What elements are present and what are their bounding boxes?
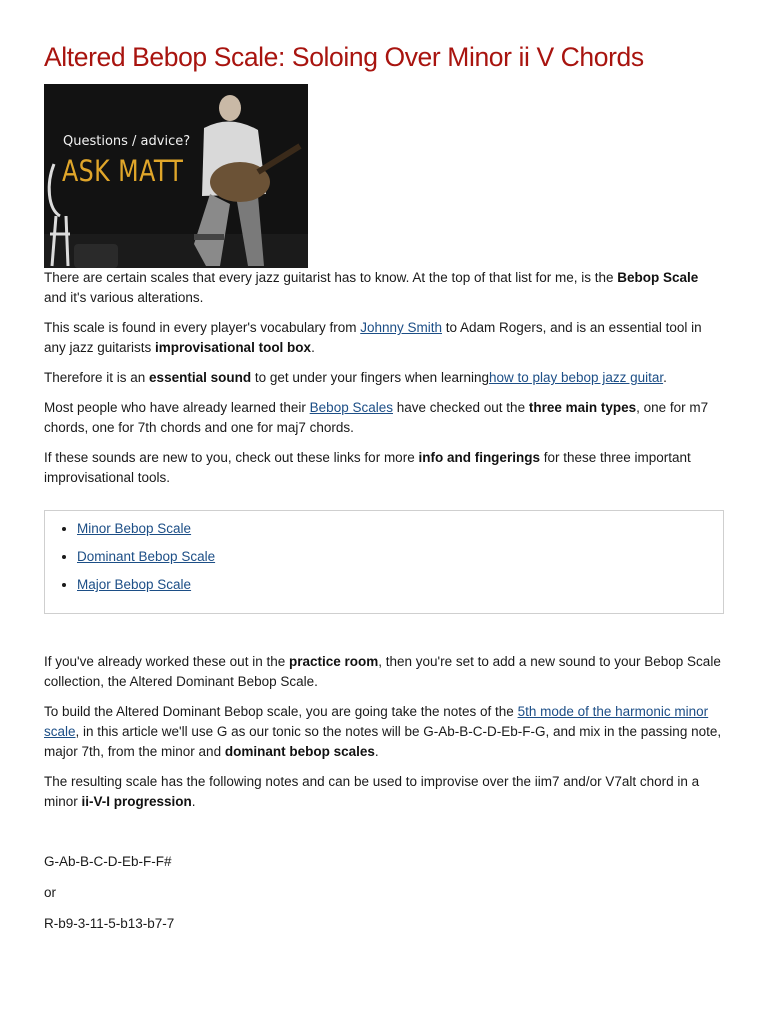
scale-notes xyxy=(44,852,724,934)
banner-ask-matt: ASK MATT xyxy=(62,154,184,188)
page-title: Altered Bebop Scale: Soloing Over Minor ii V Chords xyxy=(44,42,644,72)
bold-text: improvisational tool box xyxy=(155,340,312,355)
list-item xyxy=(77,519,723,539)
paragraph-build-scale xyxy=(44,702,724,762)
text: to Adam Rogers, and is an essential tool in any jazz guitarists xyxy=(44,320,702,355)
paragraph-essential xyxy=(44,368,724,388)
paragraph-three-types xyxy=(44,398,724,438)
paragraph-new-sounds xyxy=(44,448,724,488)
scale-interval-names: R-b9-3-11-5-b13-b7-7 xyxy=(44,916,175,931)
text: If these sounds are new to you, check out these links for more xyxy=(44,450,419,465)
text: This scale is found in every player's vocabulary from xyxy=(44,320,361,335)
text: , in this article we'll use G as our tonic so the notes will be G-Ab-B-C-D-Eb-F-G, and mix in the passing note, major 7th, from the minor and xyxy=(44,724,722,759)
text: . xyxy=(191,794,196,809)
text: . xyxy=(311,340,315,355)
list-item xyxy=(77,575,723,595)
banner-question: Questions / advice? xyxy=(63,134,191,149)
text: to get under your fingers when learning xyxy=(251,370,489,385)
paragraph-practice-room xyxy=(44,652,724,692)
bebop-scales-link[interactable]: Bebop Scales xyxy=(309,400,393,415)
text: . xyxy=(663,370,667,385)
spacer xyxy=(44,822,724,852)
dominant-bebop-scale-link[interactable]: Dominant Bebop Scale xyxy=(77,549,216,564)
article-body xyxy=(44,268,724,934)
scale-note-names: G-Ab-B-C-D-Eb-F-F# xyxy=(44,854,172,869)
paragraph-intro xyxy=(44,268,724,308)
text: , then you're set to add a new sound to your Bebop Scale collection, the Altered Dominant Bebop Scale. xyxy=(44,654,721,689)
paragraph-resulting-scale xyxy=(44,772,724,812)
text: If you've already worked these out in the xyxy=(44,654,289,669)
bold-text: dominant bebop scales xyxy=(224,744,375,759)
text: have checked out the xyxy=(392,400,529,415)
scale-links-box xyxy=(44,510,724,614)
minor-bebop-scale-link[interactable]: Minor Bebop Scale xyxy=(77,521,192,536)
text: for these three important improvisational tools. xyxy=(44,450,691,485)
text: Therefore it is an xyxy=(44,370,150,385)
text: Most people who have already learned their xyxy=(44,400,310,415)
paragraph-vocabulary xyxy=(44,318,724,358)
ask-matt-banner[interactable] xyxy=(44,84,308,268)
bebop-jazz-guitar-link[interactable]: how to play bebop jazz guitar xyxy=(488,370,664,385)
text: The resulting scale has the following notes and can be used to improvise over the iim7 and/or V7alt chord in a minor xyxy=(44,774,700,809)
bold-text: three main types xyxy=(528,400,637,415)
or-text: or xyxy=(44,885,57,900)
bold-text: practice room xyxy=(288,654,379,669)
spacer xyxy=(44,614,724,652)
johnny-smith-link[interactable]: Johnny Smith xyxy=(360,320,443,335)
scale-links-list xyxy=(45,519,723,595)
text: , one for m7 chords, one for 7th chords and one for maj7 chords. xyxy=(44,400,709,435)
major-bebop-scale-link[interactable]: Major Bebop Scale xyxy=(77,577,192,592)
harmonic-minor-mode-link[interactable]: 5th mode of the harmonic minor scale xyxy=(44,704,709,739)
bold-text: info and fingerings xyxy=(418,450,540,465)
text: There are certain scales that every jazz guitarist has to know. At the top of that list for me, is the xyxy=(44,270,618,285)
text: To build the Altered Dominant Bebop scale, you are going take the notes of the xyxy=(44,704,518,719)
bold-text: essential sound xyxy=(149,370,252,385)
list-item xyxy=(77,547,723,567)
text: and it's various alterations. xyxy=(44,290,204,305)
bold-text: ii-V-I progression xyxy=(81,794,192,809)
text: . xyxy=(374,744,379,759)
bold-text: Bebop Scale xyxy=(617,270,699,285)
